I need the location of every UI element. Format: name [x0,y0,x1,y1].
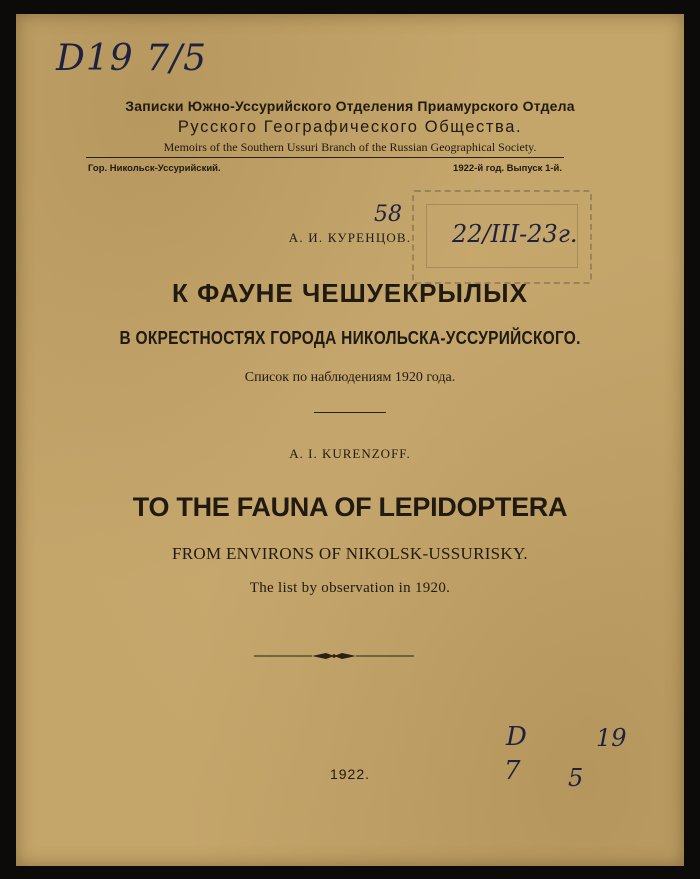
header-series-english: Memoirs of the Southern Ussuri Branch of the Russian Geographical Society. [163,140,537,154]
header-rule [86,157,564,158]
handwritten-bottom-d: D [506,722,527,752]
header-series-line-2: Русского Географического Общества. [177,118,523,136]
handwritten-bottom-5: 5 [568,764,584,792]
header-series-line-1: Записки Южно-Уссурийского Отделения Приамурского Отдела [125,98,575,114]
handwritten-stamp-date: 22/III-23г. [452,220,578,248]
russian-note: Список по наблюдениям 1920 года. [244,370,456,385]
header-issue: 1922-й год. Выпуск 1-й. [453,163,562,174]
english-note: The list by observation in 1920. [249,580,451,596]
russian-title: К ФАУНЕ ЧЕШУЕКРЫЛЫХ [172,278,528,308]
cover-page [16,14,684,866]
publication-year: 1922. [329,766,371,782]
section-divider [314,412,386,413]
handwritten-bottom-7: 7 [504,756,521,786]
handwritten-call-number: D19 7/5 [56,38,208,79]
handwritten-author-mark: 58 [374,202,402,227]
english-author: A. I. KURENZOFF. [289,446,411,461]
russian-subtitle: В ОКРЕСТНОСТЯХ ГОРОДА НИКОЛЬСКА-УССУРИЙСКОГО. [119,328,581,348]
handwritten-bottom-19: 19 [596,724,627,752]
english-title: TO THE FAUNA OF LEPIDOPTERA [132,492,568,522]
english-subtitle: FROM ENVIRONS OF NIKOLSK-USSURISKY. [172,544,528,563]
russian-author: А. И. КУРЕНЦОВ. [288,230,412,245]
ornament-divider [254,650,414,662]
russian-subtitle-wrap [16,328,684,349]
header-place: Гор. Никольск-Уссурийский. [88,163,221,174]
